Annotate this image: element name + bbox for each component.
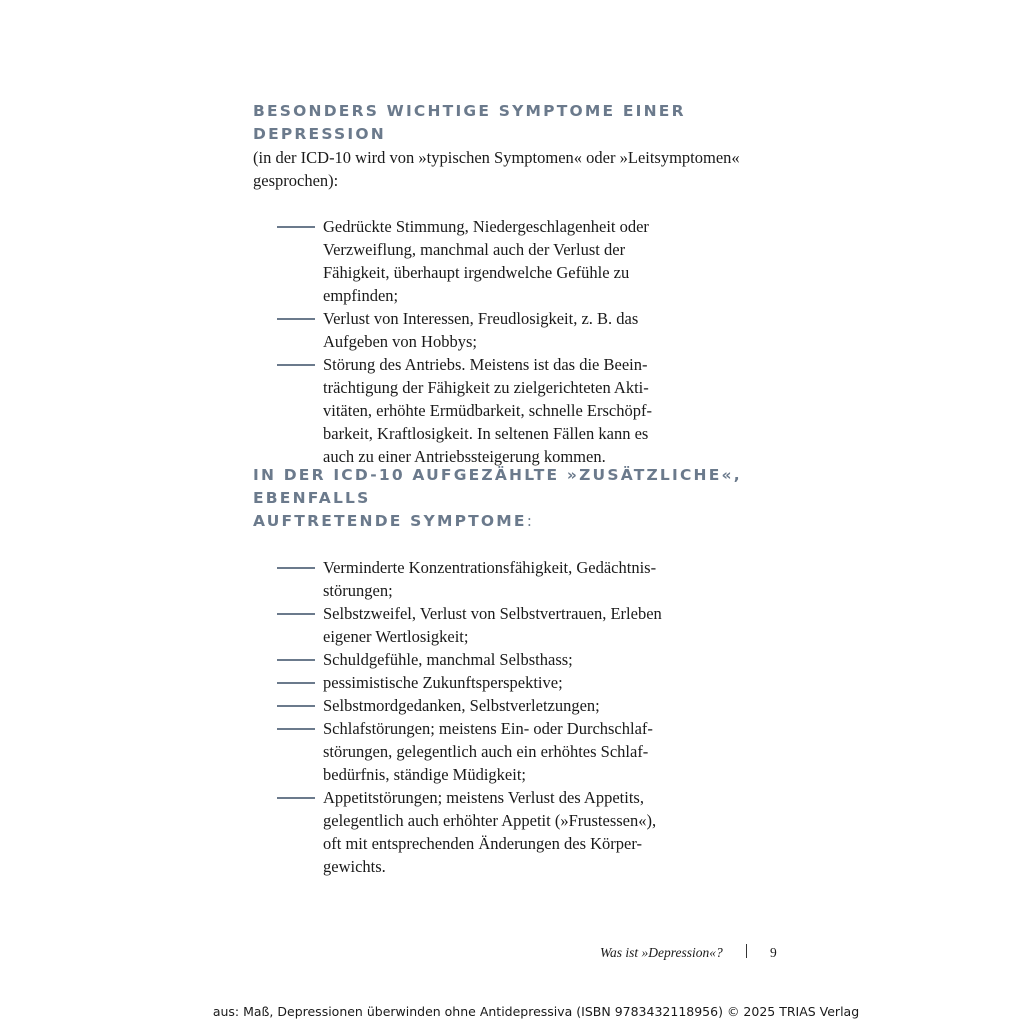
list-item: [253, 671, 773, 694]
list-item: [253, 717, 773, 786]
list-item-text: Gedrückte Stimmung, Niedergeschlagenheit oder Verzweiflung, manchmal auch der Verlust der Fähigkeit, überhaupt irgendwelche Gefühle zu empfinden;: [323, 217, 649, 305]
dash-bullet: [277, 705, 315, 707]
list-item: [253, 648, 773, 671]
symptom-list: [253, 556, 773, 878]
dash-bullet: [277, 659, 315, 661]
list-item: [253, 307, 773, 353]
list-item: [253, 786, 773, 878]
list-item-text: Appetitstörungen; meistens Verlust des Appetits, gelegentlich auch erhöhter Appetit (»Frustessen«), oft mit entsprechenden Änderungen des Körper- gewichts.: [323, 788, 657, 876]
list-item: [253, 602, 773, 648]
dash-bullet: [277, 682, 315, 684]
list-item-text: Verlust von Interessen, Freudlosigkeit, z. B. das Aufgeben von Hobbys;: [323, 309, 639, 351]
dash-bullet: [277, 728, 315, 730]
dash-bullet: [277, 318, 315, 320]
section-additional-symptoms: [253, 464, 773, 878]
dash-bullet: [277, 567, 315, 569]
dash-bullet: [277, 613, 315, 615]
section-subheading: (in der ICD-10 wird von »typischen Symptomen« oder »Leitsymptomen« gesprochen):: [253, 148, 740, 190]
list-item: [253, 215, 773, 307]
page-number: 9: [770, 945, 777, 960]
list-item-text: Selbstzweifel, Verlust von Selbstvertrauen, Erleben eigener Wertlosigkeit;: [323, 604, 662, 646]
list-item-text: Verminderte Konzentrationsfähigkeit, Gedächtnis- störungen;: [323, 558, 657, 600]
list-item-text: Störung des Antriebs. Meistens ist das die Beein- trächtigung der Fähigkeit zu zielgerichteten Akti- vitäten, erhöhte Ermüdbarkeit, schnelle Erschöpf- barkeit, Kraftlosigkeit. In seltenen Fällen kann es auch zu einer Antriebssteigerung kommen.: [323, 355, 652, 466]
list-item-text: Selbstmordgedanken, Selbstverletzungen;: [323, 696, 600, 715]
section-heading-text: IN DER ICD-10 AUFGEZÄHLTE »ZUSÄTZLICHE«, EBENFALLS AUFTRETENDE SYMPTOME: [253, 466, 742, 530]
dash-bullet: [277, 797, 315, 799]
list-item-text: Schuldgefühle, manchmal Selbsthass;: [323, 650, 573, 669]
list-item: [253, 353, 773, 468]
list-item-text: pessimistische Zukunftsperspektive;: [323, 673, 563, 692]
section-heading: BESONDERS WICHTIGE SYMPTOME EINER DEPRESSION: [253, 102, 686, 143]
footer-divider: [746, 944, 747, 958]
dash-bullet: [277, 226, 315, 228]
symptom-list: [253, 215, 773, 468]
source-citation: aus: Maß, Depressionen überwinden ohne Antidepressiva (ISBN 9783432118956) © 2025 TRIAS Verlag: [212, 1004, 860, 1019]
list-item-text: Schlafstörungen; meistens Ein- oder Durchschlaf- störungen, gelegentlich auch ein erhöhtes Schlaf- bedürfnis, ständige Müdigkeit;: [323, 719, 653, 784]
section-main-symptoms: [253, 100, 773, 468]
list-item: [253, 694, 773, 717]
dash-bullet: [277, 364, 315, 366]
section-heading-colon: :: [526, 512, 535, 530]
running-footer-title: Was ist »Depression«?: [600, 945, 723, 960]
list-item: [253, 556, 773, 602]
section-heading: [253, 464, 773, 533]
